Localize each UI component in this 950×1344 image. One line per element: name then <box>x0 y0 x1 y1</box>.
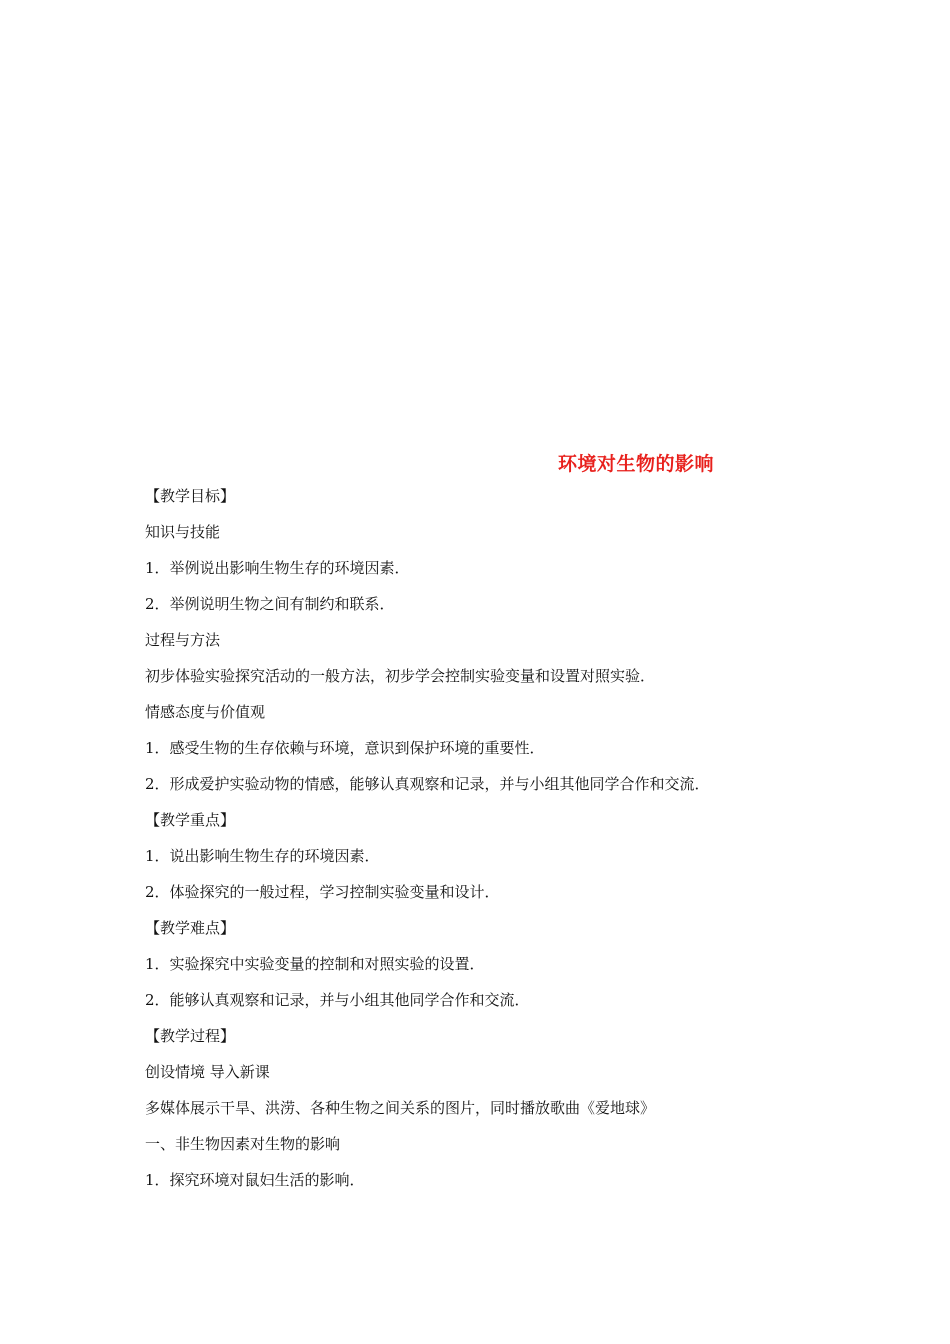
section-heading-objectives: 【教学目标】 <box>145 487 236 505</box>
difficulty-item-2: 2．能够认真观察和记录，并与小组其他同学合作和交流． <box>145 991 530 1009</box>
process-intro-heading: 创设情境 导入新课 <box>145 1063 270 1081</box>
part-one-item-1: 1．探究环境对鼠妇生活的影响． <box>145 1171 365 1189</box>
objective-item-1: 1．举例说出影响生物生存的环境因素． <box>145 559 410 577</box>
subheading-knowledge-skills: 知识与技能 <box>145 523 221 541</box>
key-point-item-1: 1．说出影响生物生存的环境因素． <box>145 847 380 865</box>
process-intro-text: 多媒体展示干旱、洪涝、各种生物之间关系的图片，同时播放歌曲《爱地球》 <box>145 1099 656 1117</box>
difficulty-item-1: 1．实验探究中实验变量的控制和对照实验的设置． <box>145 955 485 973</box>
attitude-item-1: 1．感受生物的生存依赖与环境，意识到保护环境的重要性． <box>145 739 545 757</box>
attitude-item-2: 2．形成爱护实验动物的情感，能够认真观察和记录，并与小组其他同学合作和交流． <box>145 775 710 793</box>
subheading-attitude-values: 情感态度与价值观 <box>145 703 266 721</box>
subheading-process-method: 过程与方法 <box>145 631 221 649</box>
objective-item-2: 2．举例说明生物之间有制约和联系． <box>145 595 395 613</box>
part-one-heading: 一、非生物因素对生物的影响 <box>145 1135 341 1153</box>
section-heading-difficulties: 【教学难点】 <box>145 919 236 937</box>
section-heading-key-points: 【教学重点】 <box>145 811 236 829</box>
key-point-item-2: 2．体验探究的一般过程，学习控制实验变量和设计． <box>145 883 500 901</box>
section-heading-process: 【教学过程】 <box>145 1027 236 1045</box>
process-method-text: 初步体验实验探究活动的一般方法，初步学会控制实验变量和设置对照实验． <box>145 667 656 685</box>
page-title: 环境对生物的影响 <box>558 453 715 475</box>
